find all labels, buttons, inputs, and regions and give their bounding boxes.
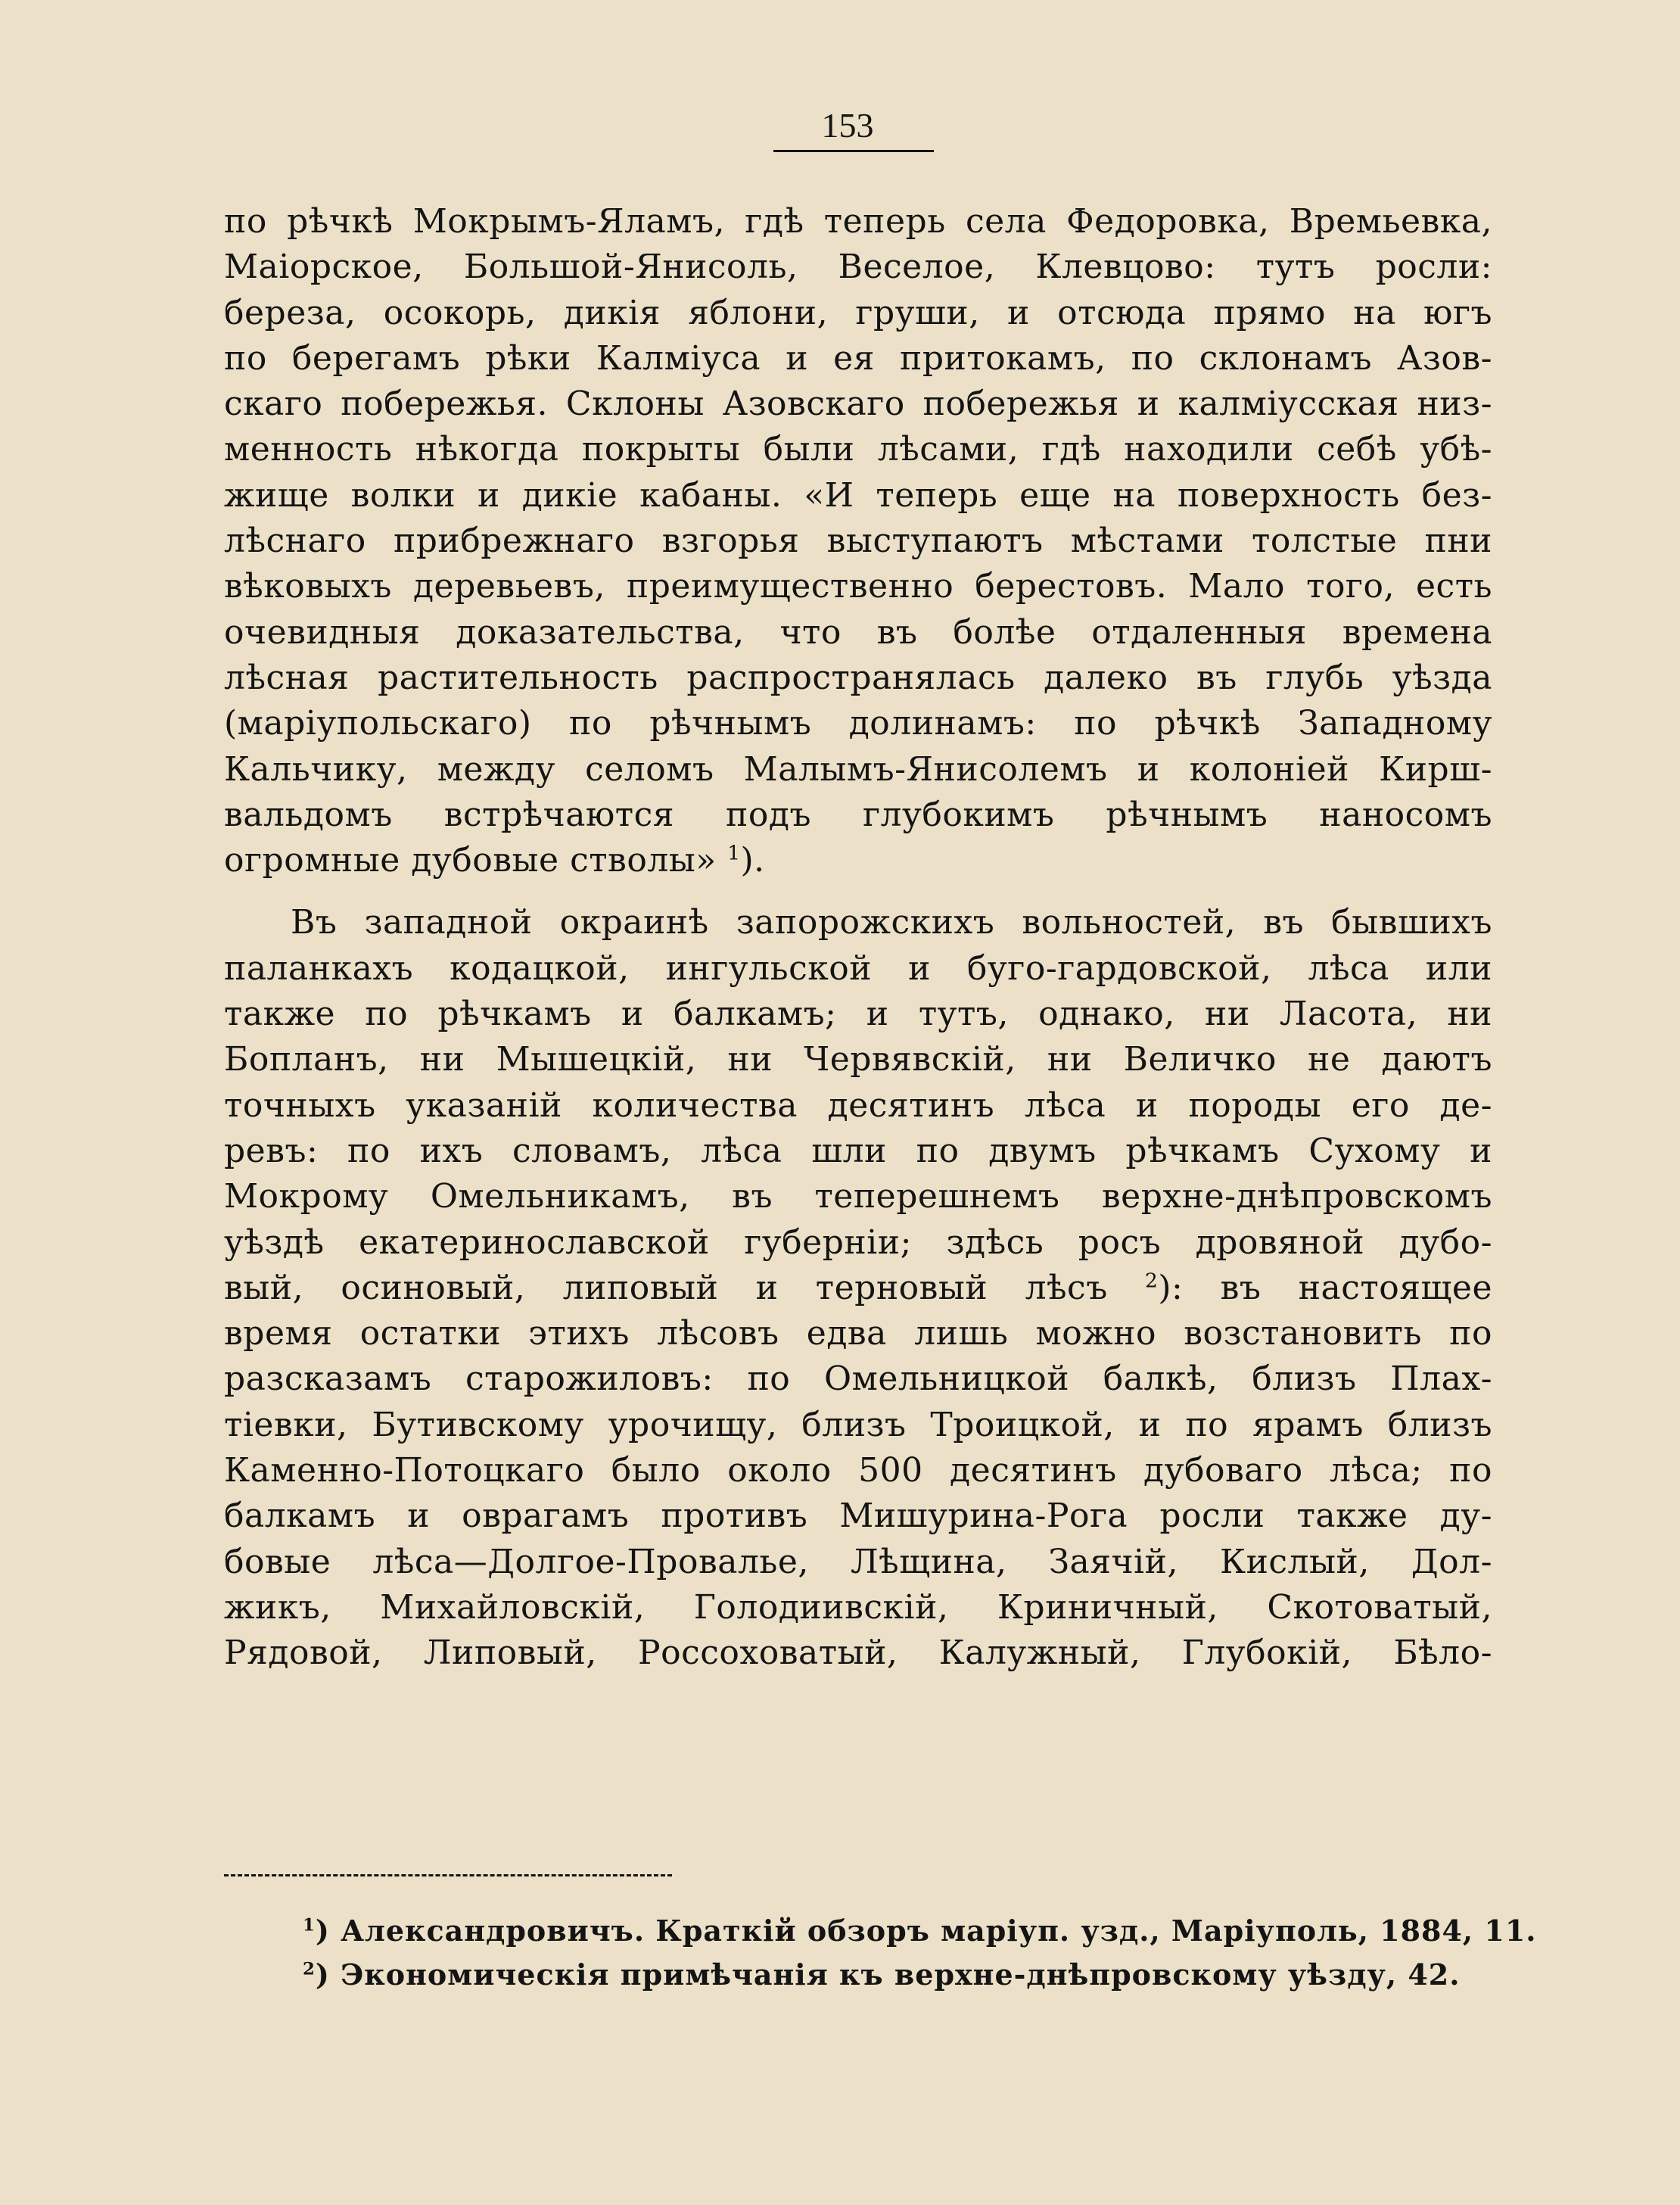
text-line: лѣсная растительность распространялась далеко въ глубь уѣзда: [224, 658, 1492, 697]
footnotes: [303, 1909, 1537, 1997]
text-line: лѣснаго прибрежнаго взгорья выступаютъ мѣстами толстые пни: [224, 522, 1492, 561]
text-line: балкамъ и оврагамъ противъ Мишурина-Рога росли также ду-: [224, 1496, 1492, 1536]
text-line: очевидныя доказательства, что въ болѣе отдаленныя времена: [224, 612, 1492, 652]
footnote-reference[interactable]: 2: [1145, 1269, 1159, 1293]
text-line: Бопланъ, ни Мышецкiй, ни Червявскiй, ни Величко не даютъ: [224, 1040, 1492, 1079]
text-line: скаго побережья. Склоны Азовскаго побережья и калмiусская низ-: [224, 385, 1492, 424]
footnote-text: ) Александровичъ. Краткiй обзоръ марiуп. узд., Марiуполь, 1884, 11.: [315, 1914, 1537, 1948]
footnote-separator: [224, 1874, 672, 1879]
text-line: береза, осокорь, дикiя яблони, груши, и отсюда прямо на югъ: [224, 293, 1492, 332]
footnote-1: [303, 1909, 1537, 1953]
footnote-marker: 2: [303, 1959, 316, 1979]
text-line: [224, 838, 1492, 883]
text-line: (марiупольскаго) по рѣчнымъ долинамъ: по рѣчкѣ Западному: [224, 704, 1492, 743]
text-line: вальдомъ встрѣчаются подъ глубокимъ рѣчнымъ наносомъ: [224, 795, 1492, 834]
text-fragment: вый, осиновый, липовый и терновый лѣсъ: [224, 1268, 1108, 1307]
text-line: Мокрому Омельникамъ, въ теперешнемъ верхне-днѣпровскомъ: [224, 1177, 1492, 1216]
paragraph-gap: [224, 883, 1492, 900]
text-line: Кальчику, между селомъ Малымъ-Янисолемъ и колонiей Кирш-: [224, 749, 1492, 789]
text-line: разсказамъ старожиловъ: по Омельницкой балкѣ, близъ Плах-: [224, 1359, 1492, 1399]
footnote-2: [303, 1953, 1483, 1997]
text-line: ревъ: по ихъ словамъ, лѣса шли по двумъ рѣчкамъ Сухому и: [224, 1131, 1492, 1170]
text-line: уѣздѣ екатеринославской губернiи; здѣсь росъ дровяной дубо-: [224, 1222, 1492, 1262]
footnote-reference[interactable]: 1: [727, 841, 741, 865]
text-line: менность нѣкогда покрыты были лѣсами, гдѣ находили себѣ убѣ-: [224, 430, 1492, 469]
text-line: по рѣчкѣ Мокрымъ-Яламъ, гдѣ теперь села Федоровка, Времьевка,: [224, 202, 1492, 241]
text-fragment: огромные дубовые стволы»: [224, 841, 717, 880]
text-line: по берегамъ рѣки Калмiуса и ея притокамъ, по склонамъ Азов-: [224, 338, 1492, 378]
text-line: жикъ, Михайловскiй, Голодиивскiй, Криничный, Скотоватый,: [224, 1587, 1492, 1627]
text-line: [224, 1266, 1492, 1311]
text-line: также по рѣчкамъ и балкамъ; и тутъ, однако, ни Ласота, ни: [224, 995, 1492, 1034]
footnote-marker: 1: [303, 1915, 316, 1936]
page-number: 153: [821, 106, 874, 145]
paragraph-2: [224, 900, 1492, 1676]
text-line: точныхъ указанiй количества десятинъ лѣса и породы его де-: [224, 1085, 1492, 1125]
text-line: Маiорское, Большой-Янисоль, Веселое, Клевцово: тутъ росли:: [224, 248, 1492, 287]
text-line: паланкахъ кодацкой, ингульской и буго-гардовской, лѣса или: [224, 948, 1492, 988]
page-number-rule: [773, 150, 934, 152]
text-line: время остатки этихъ лѣсовъ едва лишь можно возстановить по: [224, 1314, 1492, 1353]
footnote-text: ) Экономическiя примѣчанiя къ верхне-днѣпровскому уѣзду, 42.: [315, 1957, 1461, 1992]
text-line: тiевки, Бутивскому урочищу, близъ Троицкой, и по ярамъ близъ: [224, 1405, 1492, 1444]
text-line: бовые лѣса—Долгое-Провалье, Лѣщина, Заячiй, Кислый, Дол-: [224, 1542, 1492, 1581]
text-line: Каменно-Потоцкаго было около 500 десятинъ дубоваго лѣса; по: [224, 1451, 1492, 1490]
text-line: вѣковыхъ деревьевъ, преимущественно берестовъ. Мало того, есть: [224, 567, 1492, 606]
text-fragment: ): въ настоящее: [1158, 1268, 1492, 1307]
body-text: [224, 199, 1492, 1677]
text-fragment: ).: [740, 841, 765, 880]
text-line: жище волки и дикiе кабаны. «И теперь еще на поверхность без-: [224, 475, 1492, 515]
text-line: Рядовой, Липовый, Россоховатый, Калужный, Глубокiй, Бѣло-: [224, 1634, 1492, 1673]
text-line: Въ западной окраинѣ запорожскихъ вольностей, въ бывшихъ: [291, 903, 1492, 942]
paragraph-1: [224, 199, 1492, 883]
